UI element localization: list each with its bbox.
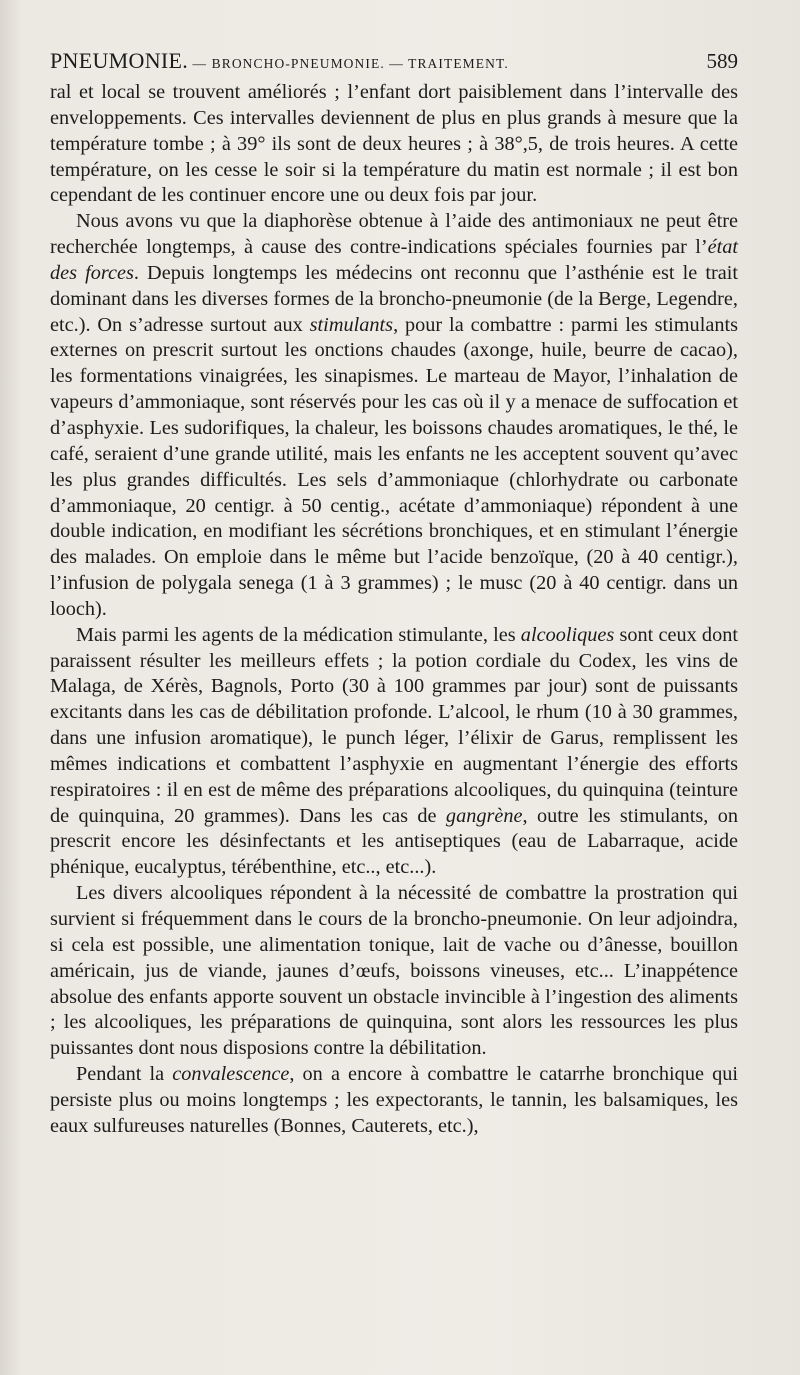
running-head [50,48,738,80]
italic-term: gangrène [445,804,523,827]
paragraph-text: Les divers alcooliques répondent à la nécessité de combattre la prostration qui survient si fréquemment dans le cours de la broncho-pneumonie. On leur adjoindra, si cela est possible, une alimentation tonique, lait de vache ou d’ânesse, bouillon américain, jus de viande, jaunes d’œufs, boissons vineuses, etc... L’inappétence absolue des enfants apporte souvent un obstacle invincible à l’ingestion des aliments ; les alcooliques, les préparations de quinquina, sont alors les ressources les plus puissantes dont nous disposions contre la débilitation. [50,882,738,1060]
paragraph-4 [50,881,738,1062]
paragraph-text: Mais parmi les agents de la médication stimulante, les [76,623,521,646]
paragraph-text: , pour la combattre : parmi les stimulants externes on prescrit surtout les onctions chaudes (axonge, huile, beurre de cacao), les formentations vinaigrées, les sinapismes. Le marteau de Mayor, l’inhalation de vapeurs d’ammoniaque, sont réservés pour les cas où il y a menace de suffocation et d’asphyxie. Les sudorifiques, la chaleur, les boissons chaudes aromatiques, le thé, le café, seraient d’une grande utilité, mais les enfants ne les acceptent souvent qu’avec les plus grandes difficultés. Les sels d’ammoniaque (chlorhydrate ou carbonate d’ammoniaque, 20 centigr. à 50 centig., acétate d’ammoniaque) répondent à une double indication, en modifiant les sécrétions bronchiques, et en stimulant l’énergie des malades. On emploie dans le même but l’acide benzoïque, (20 à 40 centigr.), l’infusion de polygala senega (1 à 3 grammes) ; le musc (20 à 40 centigr. dans un looch). [50,313,738,620]
paragraph-2 [50,209,738,623]
paragraph-text: , on a encore à combattre le catarrhe bronchique qui persiste plus ou moins longtemps ; les expectorants, le tannin, les balsamiques, les eaux sulfureuses naturelles (Bonnes, Cauterets, etc.), [50,1063,738,1137]
italic-term: stimulants [309,313,394,336]
running-title-main: PNEUMONIE. [50,48,189,73]
paragraph-text: ral et local se trouvent améliorés ; l’enfant dort paisiblement dans l’intervalle des enveloppements. Ces intervalles deviennent de plus en plus grands à mesure que la température tombe ; à 39° ils sont de deux heures ; à 38°,5, de trois heures. A cette température, on les cesse le soir si la température du matin est normale ; il est bon cependant de les continuer encore une ou deux fois par jour. [50,81,738,207]
page-number: 589 [706,49,738,73]
paragraph-text: sont ceux dont paraissent résulter les meilleurs effets ; la potion cordiale du Codex, les vins de Malaga, de Xérès, Bagnols, Porto (30 à 100 grammes par jour) sont de puissants excitants dans les cas de débilitation profonde. L’alcool, le rhum (10 à 30 grammes, dans une infusion aromatique), le punch léger, l’élixir de Garus, remplissent les mêmes indications et combattent l’asphyxie en augmentant l’énergie des efforts respiratoires : il en est de même des préparations alcooliques, du quinquina (teinture de quinquina, 20 grammes). Dans les cas de [50,623,738,827]
italic-term: état des forces [50,236,738,284]
paragraph-5 [50,1062,738,1140]
italic-term: convalescence [172,1063,290,1086]
running-title [50,48,509,74]
paragraph-text: Nous avons vu que la diaphorèse obtenue à l’aide des antimoniaux ne peut être recherchée longtemps, à cause des contre-indications spéciales fournies par l’ [50,210,738,259]
paragraph-1 [50,80,738,209]
paragraph-text: , outre les stimulants, on prescrit encore les désinfectants et les antiseptiques (eau de Labarraque, acide phénique, eucalyptus, térébenthine, etc.., etc...). [50,804,738,879]
paragraph-text: . Depuis longtemps les médecins ont reconnu que l’asthénie est le trait dominant dans les diverses formes de la broncho-pneumonie (de la Berge, Legendre, etc.). On s’adresse surtout aux [50,261,738,336]
running-title-sub: — BRONCHO-PNEUMONIE. — TRAITEMENT. [188,56,509,71]
paragraph-3 [50,623,738,881]
paragraph-text: Pendant la [76,1063,173,1086]
italic-term: alcooliques [520,623,615,646]
body-text [50,80,738,1140]
